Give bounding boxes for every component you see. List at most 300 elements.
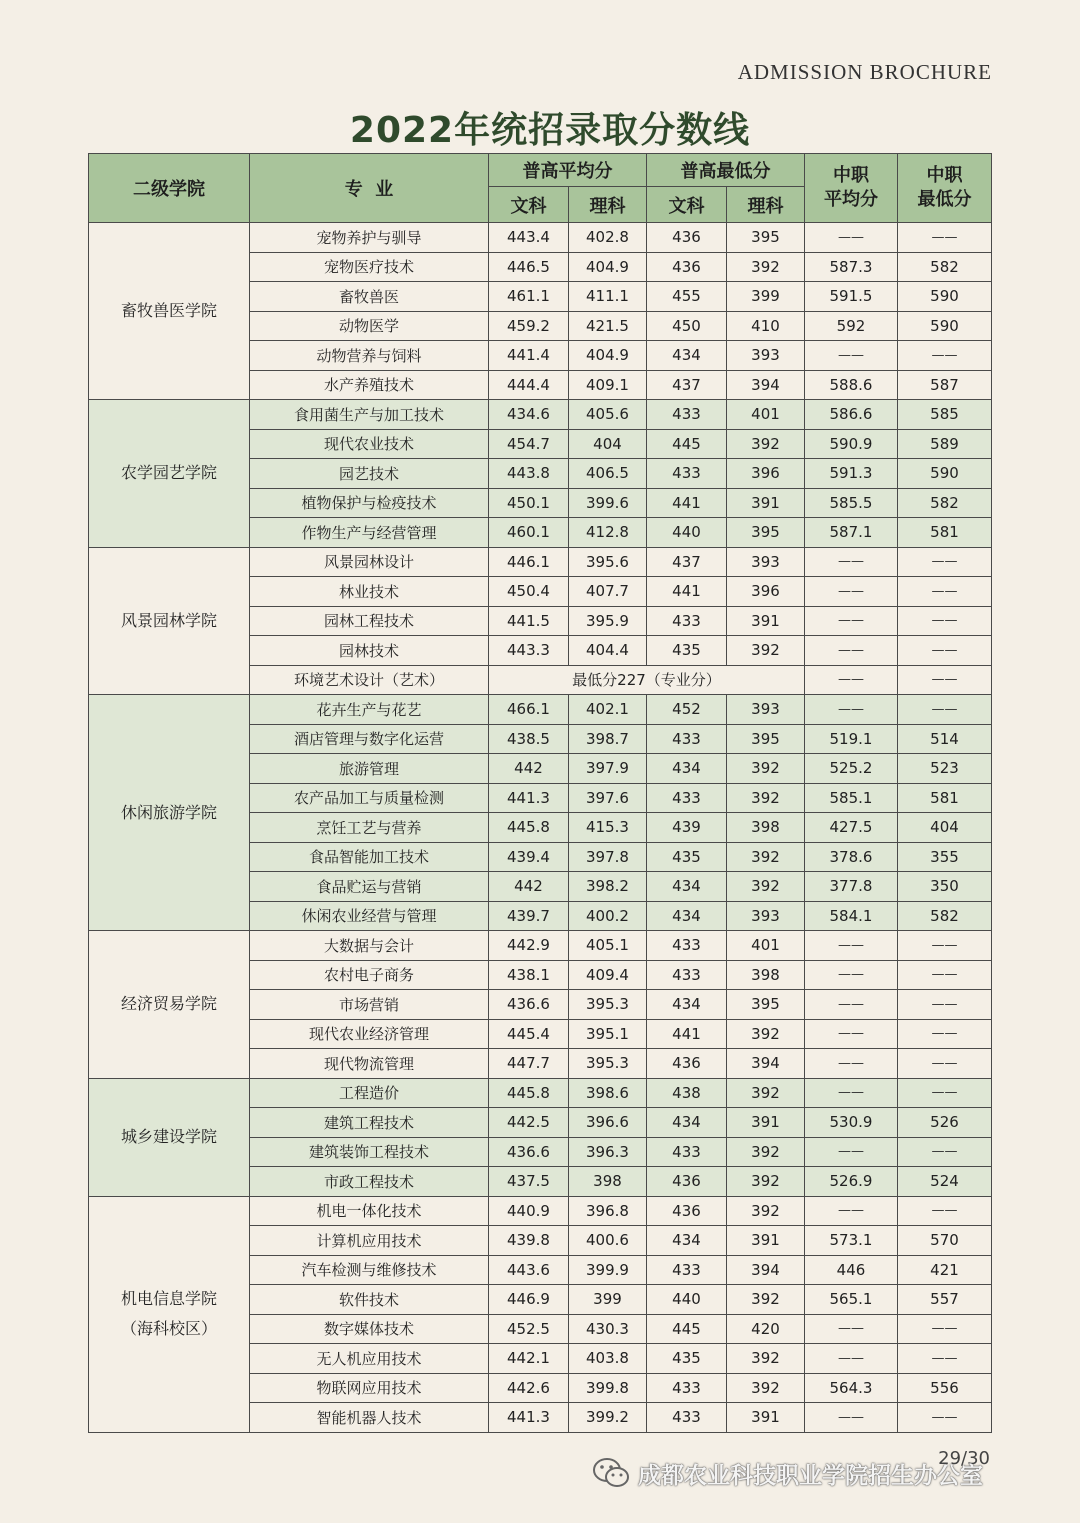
wechat-icon <box>592 1456 632 1490</box>
major-cell: 现代农业技术 <box>250 429 489 459</box>
pg-avg-like: 398 <box>569 1167 647 1197</box>
pg-avg-like: 395.3 <box>569 1049 647 1079</box>
zz-avg: 565.1 <box>805 1285 898 1315</box>
pg-min-like: 392 <box>727 1167 805 1197</box>
watermark-text: 成都农业科技职业学院招生办公室 <box>638 1462 983 1489</box>
zz-avg: 591.3 <box>805 459 898 489</box>
pg-min-like: 393 <box>727 547 805 577</box>
table-row <box>89 1196 992 1226</box>
college-cell: 经济贸易学院 <box>89 931 250 1079</box>
major-cell: 建筑装饰工程技术 <box>250 1137 489 1167</box>
pg-avg-like: 397.6 <box>569 783 647 813</box>
merged-score-note: 最低分227（专业分） <box>489 665 805 695</box>
zz-avg: 587.3 <box>805 252 898 282</box>
major-cell: 动物营养与饲料 <box>250 341 489 371</box>
major-cell: 园艺技术 <box>250 459 489 489</box>
zz-min: 350 <box>898 872 992 902</box>
pg-avg-like: 404.9 <box>569 341 647 371</box>
major-cell: 畜牧兽医 <box>250 282 489 312</box>
pg-min-wenke: 433 <box>647 1137 727 1167</box>
zz-min: 590 <box>898 282 992 312</box>
pg-avg-wenke: 438.1 <box>489 960 569 990</box>
zz-avg: 587.1 <box>805 518 898 548</box>
pg-avg-wenke: 445.8 <box>489 813 569 843</box>
pg-avg-wenke: 459.2 <box>489 311 569 341</box>
zz-min: 526 <box>898 1108 992 1138</box>
header-college: 二级学院 <box>89 154 250 223</box>
pg-min-wenke: 433 <box>647 724 727 754</box>
pg-min-like: 395 <box>727 990 805 1020</box>
zz-min: —— <box>898 960 992 990</box>
pg-min-wenke: 437 <box>647 547 727 577</box>
pg-min-like: 392 <box>727 1373 805 1403</box>
pg-avg-like: 399.9 <box>569 1255 647 1285</box>
pg-min-wenke: 434 <box>647 990 727 1020</box>
header-like: 理科 <box>569 187 647 223</box>
major-cell: 现代农业经济管理 <box>250 1019 489 1049</box>
pg-avg-wenke: 443.6 <box>489 1255 569 1285</box>
brochure-header: ADMISSION BROCHURE <box>737 60 992 84</box>
major-cell: 大数据与会计 <box>250 931 489 961</box>
zz-avg: 378.6 <box>805 842 898 872</box>
pg-avg-wenke: 438.5 <box>489 724 569 754</box>
college-cell: 城乡建设学院 <box>89 1078 250 1196</box>
pg-min-wenke: 445 <box>647 429 727 459</box>
pg-min-like: 395 <box>727 518 805 548</box>
pg-min-like: 392 <box>727 1196 805 1226</box>
zz-avg: 585.1 <box>805 783 898 813</box>
pg-min-wenke: 438 <box>647 1078 727 1108</box>
pg-min-wenke: 434 <box>647 872 727 902</box>
admission-score-table <box>88 153 992 1433</box>
zz-avg: 590.9 <box>805 429 898 459</box>
pg-avg-like: 398.7 <box>569 724 647 754</box>
zz-min: —— <box>898 1078 992 1108</box>
major-cell: 工程造价 <box>250 1078 489 1108</box>
pg-min-like: 394 <box>727 1049 805 1079</box>
zz-avg: 446 <box>805 1255 898 1285</box>
college-cell: 风景园林学院 <box>89 547 250 695</box>
zz-avg: —— <box>805 1049 898 1079</box>
pg-avg-wenke: 437.5 <box>489 1167 569 1197</box>
zz-min: —— <box>898 341 992 371</box>
zz-avg: —— <box>805 636 898 666</box>
pg-avg-wenke: 434.6 <box>489 400 569 430</box>
page-title: 2022年统招录取分数线 <box>349 110 751 151</box>
pg-min-like: 393 <box>727 341 805 371</box>
zz-avg: —— <box>805 1137 898 1167</box>
pg-min-like: 392 <box>727 1344 805 1374</box>
major-cell: 烹饪工艺与营养 <box>250 813 489 843</box>
pg-avg-wenke: 442 <box>489 754 569 784</box>
major-cell: 环境艺术设计（艺术） <box>250 665 489 695</box>
major-cell: 园林技术 <box>250 636 489 666</box>
zz-min: —— <box>898 1403 992 1433</box>
pg-min-like: 396 <box>727 577 805 607</box>
major-cell: 计算机应用技术 <box>250 1226 489 1256</box>
pg-min-wenke: 434 <box>647 754 727 784</box>
major-cell: 酒店管理与数字化运营 <box>250 724 489 754</box>
college-cell: 休闲旅游学院 <box>89 695 250 931</box>
pg-avg-wenke: 446.1 <box>489 547 569 577</box>
table-body <box>89 223 992 1433</box>
pg-min-wenke: 436 <box>647 223 727 253</box>
zz-avg: —— <box>805 223 898 253</box>
header-major: 专 业 <box>250 154 489 223</box>
header-pg-min: 普高最低分 <box>647 154 805 187</box>
zz-min: 587 <box>898 370 992 400</box>
pg-avg-wenke: 446.9 <box>489 1285 569 1315</box>
zz-avg: 530.9 <box>805 1108 898 1138</box>
major-cell: 食品贮运与营销 <box>250 872 489 902</box>
table-row <box>89 400 992 430</box>
pg-avg-like: 404.4 <box>569 636 647 666</box>
pg-min-wenke: 433 <box>647 931 727 961</box>
zz-min: —— <box>898 1344 992 1374</box>
zz-avg: —— <box>805 606 898 636</box>
zz-min: —— <box>898 636 992 666</box>
pg-avg-like: 406.5 <box>569 459 647 489</box>
zz-min: 557 <box>898 1285 992 1315</box>
major-cell: 园林工程技术 <box>250 606 489 636</box>
zz-min: —— <box>898 1019 992 1049</box>
pg-avg-wenke: 445.8 <box>489 1078 569 1108</box>
table-row <box>89 1078 992 1108</box>
zz-min: —— <box>898 665 992 695</box>
pg-min-wenke: 445 <box>647 1314 727 1344</box>
zz-min: —— <box>898 990 992 1020</box>
pg-min-like: 393 <box>727 695 805 725</box>
pg-avg-like: 395.1 <box>569 1019 647 1049</box>
zz-avg: 588.6 <box>805 370 898 400</box>
pg-avg-wenke: 443.8 <box>489 459 569 489</box>
pg-min-like: 393 <box>727 901 805 931</box>
zz-min: —— <box>898 577 992 607</box>
zz-min: 421 <box>898 1255 992 1285</box>
pg-min-like: 391 <box>727 606 805 636</box>
pg-avg-wenke: 440.9 <box>489 1196 569 1226</box>
major-cell: 软件技术 <box>250 1285 489 1315</box>
zz-min: —— <box>898 1196 992 1226</box>
header-like: 理科 <box>727 187 805 223</box>
pg-avg-like: 397.8 <box>569 842 647 872</box>
pg-min-like: 391 <box>727 1108 805 1138</box>
pg-min-like: 401 <box>727 931 805 961</box>
major-cell: 花卉生产与花艺 <box>250 695 489 725</box>
major-cell: 现代物流管理 <box>250 1049 489 1079</box>
pg-avg-like: 402.8 <box>569 223 647 253</box>
zz-min: 523 <box>898 754 992 784</box>
zz-min: 556 <box>898 1373 992 1403</box>
pg-avg-wenke: 452.5 <box>489 1314 569 1344</box>
pg-min-wenke: 436 <box>647 1049 727 1079</box>
zz-avg: 573.1 <box>805 1226 898 1256</box>
pg-min-like: 394 <box>727 1255 805 1285</box>
pg-avg-like: 402.1 <box>569 695 647 725</box>
pg-avg-wenke: 447.7 <box>489 1049 569 1079</box>
zz-avg: —— <box>805 960 898 990</box>
zz-min: —— <box>898 547 992 577</box>
pg-avg-wenke: 441.3 <box>489 1403 569 1433</box>
major-cell: 林业技术 <box>250 577 489 607</box>
zz-avg: —— <box>805 1019 898 1049</box>
pg-avg-like: 399.8 <box>569 1373 647 1403</box>
zz-avg: —— <box>805 931 898 961</box>
pg-avg-like: 411.1 <box>569 282 647 312</box>
pg-min-wenke: 450 <box>647 311 727 341</box>
pg-avg-wenke: 450.4 <box>489 577 569 607</box>
pg-min-wenke: 433 <box>647 960 727 990</box>
pg-min-wenke: 433 <box>647 606 727 636</box>
zz-avg: —— <box>805 1344 898 1374</box>
major-cell: 智能机器人技术 <box>250 1403 489 1433</box>
zz-min: 404 <box>898 813 992 843</box>
pg-min-wenke: 455 <box>647 282 727 312</box>
major-cell: 食品智能加工技术 <box>250 842 489 872</box>
pg-avg-wenke: 442.9 <box>489 931 569 961</box>
zz-min: 582 <box>898 488 992 518</box>
zz-avg: —— <box>805 1196 898 1226</box>
header-zz-min: 中职 最低分 <box>898 154 992 223</box>
pg-avg-like: 397.9 <box>569 754 647 784</box>
pg-min-wenke: 434 <box>647 1226 727 1256</box>
pg-min-like: 392 <box>727 636 805 666</box>
table-row <box>89 223 992 253</box>
pg-avg-wenke: 450.1 <box>489 488 569 518</box>
zz-avg: —— <box>805 547 898 577</box>
zz-avg: —— <box>805 695 898 725</box>
pg-min-wenke: 435 <box>647 1344 727 1374</box>
pg-min-wenke: 435 <box>647 636 727 666</box>
pg-min-like: 392 <box>727 1285 805 1315</box>
pg-min-wenke: 433 <box>647 1255 727 1285</box>
table-row <box>89 695 992 725</box>
pg-min-wenke: 441 <box>647 577 727 607</box>
pg-min-wenke: 436 <box>647 252 727 282</box>
zz-min: —— <box>898 1137 992 1167</box>
pg-avg-like: 421.5 <box>569 311 647 341</box>
pg-avg-wenke: 444.4 <box>489 370 569 400</box>
pg-avg-like: 396.3 <box>569 1137 647 1167</box>
zz-avg: 584.1 <box>805 901 898 931</box>
header-zz-avg: 中职 平均分 <box>805 154 898 223</box>
college-cell: 农学园艺学院 <box>89 400 250 548</box>
major-cell: 机电一体化技术 <box>250 1196 489 1226</box>
pg-min-wenke: 437 <box>647 370 727 400</box>
pg-min-wenke: 452 <box>647 695 727 725</box>
pg-avg-wenke: 441.5 <box>489 606 569 636</box>
zz-avg: 585.5 <box>805 488 898 518</box>
zz-avg: 377.8 <box>805 872 898 902</box>
pg-min-wenke: 433 <box>647 1373 727 1403</box>
college-cell: 机电信息学院 （海科校区） <box>89 1196 250 1432</box>
pg-avg-wenke: 445.4 <box>489 1019 569 1049</box>
major-cell: 宠物养护与驯导 <box>250 223 489 253</box>
pg-min-like: 392 <box>727 1078 805 1108</box>
zz-min: 570 <box>898 1226 992 1256</box>
pg-avg-wenke: 436.6 <box>489 1137 569 1167</box>
zz-avg: —— <box>805 577 898 607</box>
zz-avg: 592 <box>805 311 898 341</box>
header-wenke: 文科 <box>489 187 569 223</box>
pg-min-like: 399 <box>727 282 805 312</box>
major-cell: 休闲农业经营与管理 <box>250 901 489 931</box>
watermark <box>592 1456 983 1490</box>
zz-min: —— <box>898 1314 992 1344</box>
zz-min: —— <box>898 931 992 961</box>
pg-avg-like: 407.7 <box>569 577 647 607</box>
pg-avg-like: 430.3 <box>569 1314 647 1344</box>
pg-min-wenke: 436 <box>647 1196 727 1226</box>
pg-avg-like: 398.2 <box>569 872 647 902</box>
zz-min: 589 <box>898 429 992 459</box>
major-cell: 农产品加工与质量检测 <box>250 783 489 813</box>
pg-min-like: 398 <box>727 960 805 990</box>
major-cell: 市场营销 <box>250 990 489 1020</box>
zz-avg: —— <box>805 1403 898 1433</box>
zz-min: —— <box>898 695 992 725</box>
pg-min-like: 420 <box>727 1314 805 1344</box>
zz-avg: 519.1 <box>805 724 898 754</box>
pg-min-wenke: 433 <box>647 400 727 430</box>
pg-min-wenke: 440 <box>647 518 727 548</box>
college-cell: 畜牧兽医学院 <box>89 223 250 400</box>
major-cell: 旅游管理 <box>250 754 489 784</box>
pg-avg-like: 395.9 <box>569 606 647 636</box>
pg-avg-like: 404.9 <box>569 252 647 282</box>
zz-min: 582 <box>898 901 992 931</box>
pg-avg-like: 400.2 <box>569 901 647 931</box>
zz-min: 524 <box>898 1167 992 1197</box>
pg-min-like: 392 <box>727 754 805 784</box>
pg-avg-like: 405.1 <box>569 931 647 961</box>
header-wenke: 文科 <box>647 187 727 223</box>
major-cell: 无人机应用技术 <box>250 1344 489 1374</box>
pg-avg-wenke: 443.4 <box>489 223 569 253</box>
pg-min-like: 392 <box>727 252 805 282</box>
zz-avg: —— <box>805 341 898 371</box>
pg-avg-like: 400.6 <box>569 1226 647 1256</box>
zz-avg: 564.3 <box>805 1373 898 1403</box>
pg-avg-wenke: 461.1 <box>489 282 569 312</box>
zz-min: 355 <box>898 842 992 872</box>
pg-min-wenke: 434 <box>647 1108 727 1138</box>
zz-avg: 427.5 <box>805 813 898 843</box>
zz-min: —— <box>898 606 992 636</box>
page-number: 29/30 <box>938 1448 990 1469</box>
zz-avg: —— <box>805 665 898 695</box>
major-cell: 物联网应用技术 <box>250 1373 489 1403</box>
pg-avg-like: 396.6 <box>569 1108 647 1138</box>
zz-min: 581 <box>898 518 992 548</box>
pg-avg-wenke: 441.4 <box>489 341 569 371</box>
zz-min: —— <box>898 223 992 253</box>
pg-avg-like: 405.6 <box>569 400 647 430</box>
major-cell: 建筑工程技术 <box>250 1108 489 1138</box>
pg-min-like: 401 <box>727 400 805 430</box>
pg-avg-wenke: 439.7 <box>489 901 569 931</box>
major-cell: 农村电子商务 <box>250 960 489 990</box>
pg-min-wenke: 436 <box>647 1167 727 1197</box>
pg-avg-like: 399.6 <box>569 488 647 518</box>
pg-min-wenke: 434 <box>647 901 727 931</box>
pg-min-like: 391 <box>727 488 805 518</box>
pg-avg-wenke: 439.4 <box>489 842 569 872</box>
pg-min-like: 392 <box>727 1019 805 1049</box>
pg-avg-like: 398.6 <box>569 1078 647 1108</box>
zz-min: 582 <box>898 252 992 282</box>
major-cell: 汽车检测与维修技术 <box>250 1255 489 1285</box>
pg-avg-like: 396.8 <box>569 1196 647 1226</box>
zz-avg: —— <box>805 1078 898 1108</box>
pg-min-like: 391 <box>727 1226 805 1256</box>
header-pg-avg: 普高平均分 <box>489 154 647 187</box>
pg-avg-wenke: 442 <box>489 872 569 902</box>
pg-min-like: 398 <box>727 813 805 843</box>
pg-min-wenke: 434 <box>647 341 727 371</box>
major-cell: 植物保护与检疫技术 <box>250 488 489 518</box>
pg-avg-like: 409.1 <box>569 370 647 400</box>
pg-min-like: 392 <box>727 842 805 872</box>
pg-avg-wenke: 436.6 <box>489 990 569 1020</box>
pg-avg-wenke: 442.6 <box>489 1373 569 1403</box>
zz-avg: 526.9 <box>805 1167 898 1197</box>
major-cell: 宠物医疗技术 <box>250 252 489 282</box>
pg-avg-wenke: 442.1 <box>489 1344 569 1374</box>
pg-avg-wenke: 442.5 <box>489 1108 569 1138</box>
pg-min-wenke: 439 <box>647 813 727 843</box>
zz-min: 514 <box>898 724 992 754</box>
zz-min: 590 <box>898 311 992 341</box>
zz-min: 590 <box>898 459 992 489</box>
pg-min-wenke: 435 <box>647 842 727 872</box>
pg-avg-wenke: 454.7 <box>489 429 569 459</box>
pg-min-like: 392 <box>727 872 805 902</box>
pg-min-like: 392 <box>727 1137 805 1167</box>
pg-min-wenke: 441 <box>647 1019 727 1049</box>
table-row <box>89 547 992 577</box>
pg-min-like: 395 <box>727 724 805 754</box>
pg-min-like: 410 <box>727 311 805 341</box>
zz-min: 581 <box>898 783 992 813</box>
zz-avg: 591.5 <box>805 282 898 312</box>
pg-min-like: 395 <box>727 223 805 253</box>
pg-avg-wenke: 466.1 <box>489 695 569 725</box>
major-cell: 动物医学 <box>250 311 489 341</box>
zz-min: 585 <box>898 400 992 430</box>
zz-min: —— <box>898 1049 992 1079</box>
pg-avg-wenke: 443.3 <box>489 636 569 666</box>
pg-avg-like: 412.8 <box>569 518 647 548</box>
pg-min-wenke: 433 <box>647 783 727 813</box>
pg-min-like: 396 <box>727 459 805 489</box>
pg-min-like: 392 <box>727 783 805 813</box>
pg-min-wenke: 433 <box>647 1403 727 1433</box>
major-cell: 数字媒体技术 <box>250 1314 489 1344</box>
major-cell: 食用菌生产与加工技术 <box>250 400 489 430</box>
major-cell: 水产养殖技术 <box>250 370 489 400</box>
zz-avg: —— <box>805 1314 898 1344</box>
pg-avg-like: 403.8 <box>569 1344 647 1374</box>
major-cell: 作物生产与经营管理 <box>250 518 489 548</box>
pg-avg-like: 395.6 <box>569 547 647 577</box>
pg-min-wenke: 440 <box>647 1285 727 1315</box>
zz-avg: 586.6 <box>805 400 898 430</box>
pg-avg-like: 395.3 <box>569 990 647 1020</box>
pg-avg-like: 399 <box>569 1285 647 1315</box>
pg-min-like: 391 <box>727 1403 805 1433</box>
pg-avg-like: 415.3 <box>569 813 647 843</box>
